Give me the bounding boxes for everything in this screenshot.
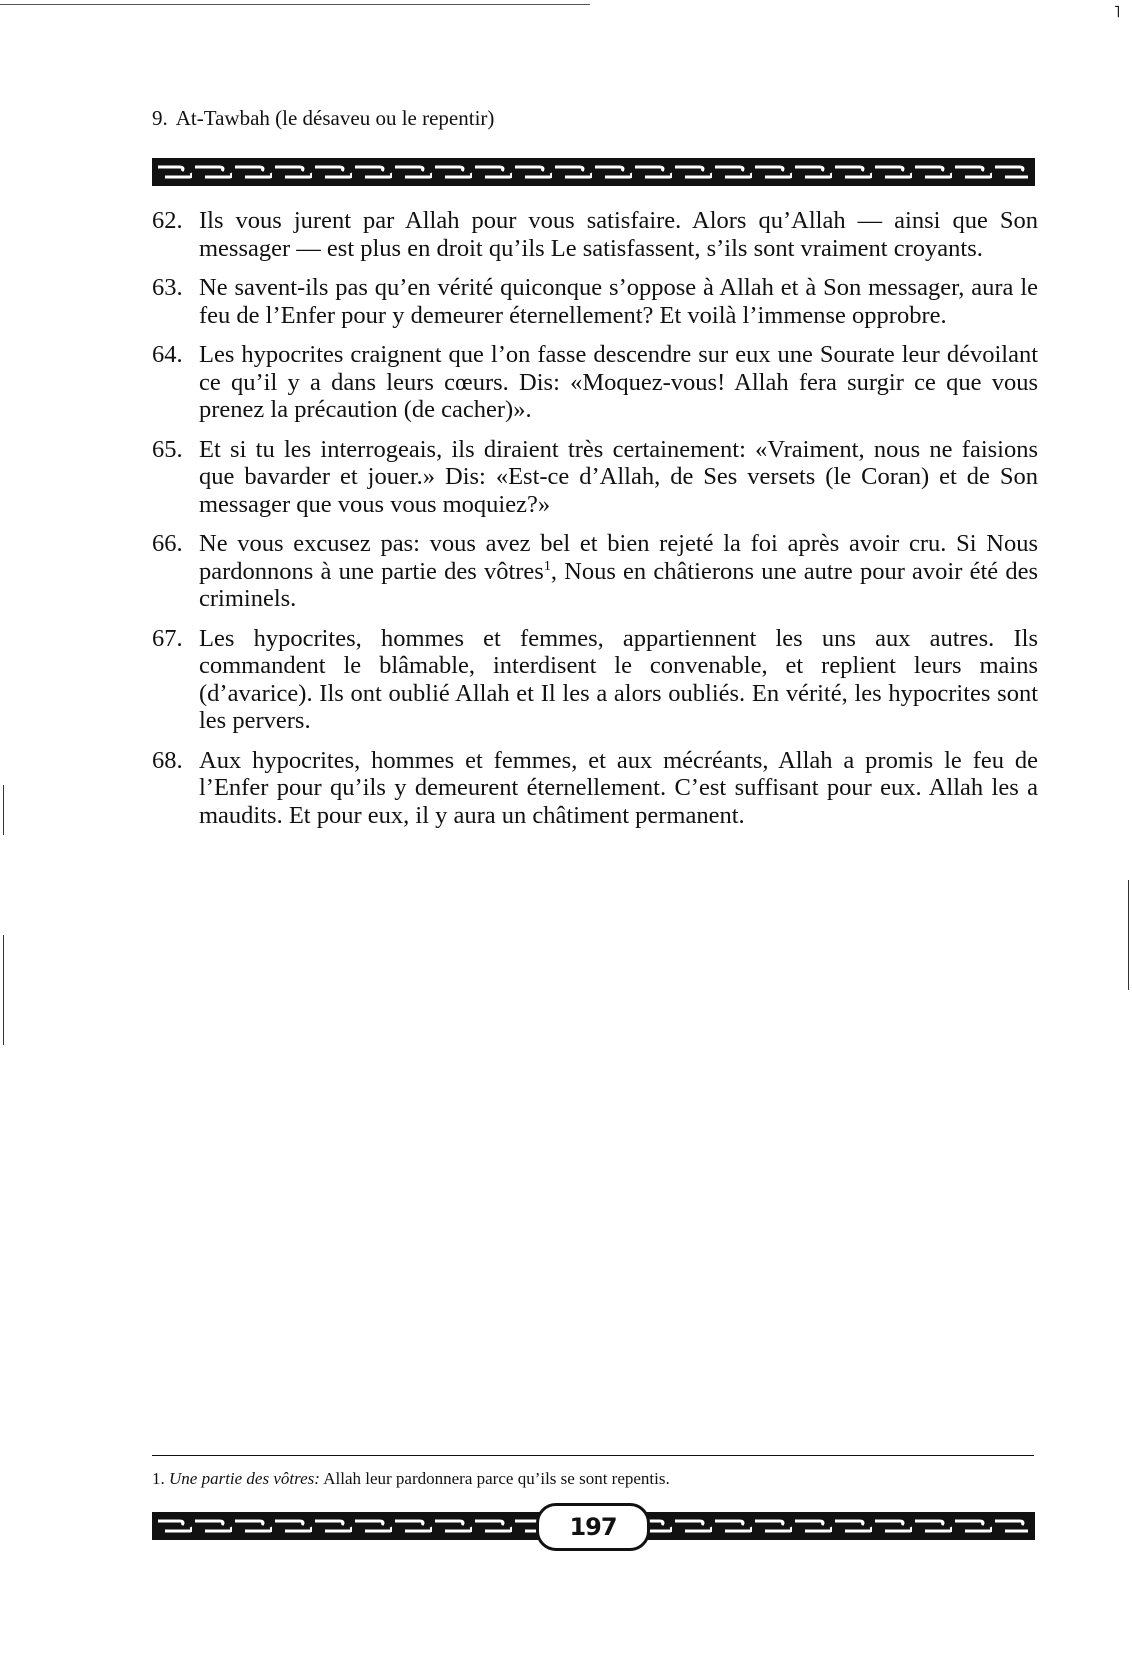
chapter-number: 9. bbox=[152, 106, 168, 130]
scan-edge-left-2 bbox=[3, 935, 4, 1045]
verse-list bbox=[152, 207, 1038, 841]
verse-text: Ne vous excusez pas: vous avez bel et bien rejeté la foi après avoir cru. Si Nous pardonnons à une partie des vôtres bbox=[199, 530, 1038, 585]
verse-number: 65. bbox=[152, 435, 183, 463]
page-number: 197 bbox=[536, 1503, 650, 1551]
verse-62 bbox=[152, 207, 1038, 262]
verse-63 bbox=[152, 274, 1038, 329]
decorative-border-top bbox=[152, 158, 1035, 186]
verse-text: Ne savent-ils pas qu’en vérité quiconque s’oppose à Allah et à Son messager, aura le feu de l’Enfer pour y demeurer éternellement? Et voilà l’immense opprobre. bbox=[199, 274, 1038, 329]
footnote-term: Une partie des vôtres: bbox=[169, 1469, 320, 1488]
verse-64 bbox=[152, 341, 1038, 424]
footnote-text: Allah leur pardonnera parce qu’ils se sont repentis. bbox=[323, 1469, 670, 1488]
verse-number: 62. bbox=[152, 207, 183, 234]
corner-mark: ˥ bbox=[1114, 4, 1121, 21]
verse-text: Aux hypocrites, hommes et femmes, et aux mécréants, Allah a promis le feu de l’Enfer pour qu’ils y demeurent éternellement. C’est suffisant pour eux. Allah les a maudits. Et pour eux, il y aura un châtiment permanent. bbox=[199, 746, 1038, 829]
verse-text-continued: , Nous en châtierons une autre pour avoir été des criminels. bbox=[199, 557, 1038, 612]
verse-number: 63. bbox=[152, 274, 183, 301]
footnote-rule bbox=[152, 1455, 1034, 1456]
footnote-reference: 1 bbox=[543, 558, 551, 574]
footnote bbox=[152, 1469, 1034, 1489]
footnote-number: 1. bbox=[152, 1469, 165, 1488]
verse-text: Les hypocrites craignent que l’on fasse descendre sur eux une Sourate leur dévoilant ce qu’il y a dans leurs cœurs. Dis: «Moquez-vous! Allah fera surgir ce que vous prenez la précaution (de cacher)». bbox=[199, 341, 1038, 423]
verse-66 bbox=[152, 530, 1038, 613]
verse-text: Ils vous jurent par Allah pour vous satisfaire. Alors qu’Allah — ainsi que Son messager — est plus en droit qu’ils Le satisfassent, s’ils sont vraiment croyants. bbox=[199, 207, 1038, 262]
verse-number: 66. bbox=[152, 530, 183, 557]
verse-number: 64. bbox=[152, 341, 183, 368]
top-rule bbox=[0, 4, 590, 5]
scan-edge-left-1 bbox=[3, 785, 4, 835]
verse-67 bbox=[152, 625, 1038, 735]
verse-68 bbox=[152, 747, 1038, 830]
chapter-header bbox=[152, 106, 494, 131]
verse-number: 67. bbox=[152, 624, 183, 652]
scan-edge-right bbox=[1128, 880, 1129, 990]
verse-number: 68. bbox=[152, 746, 183, 774]
verse-text: Et si tu les interrogeais, ils diraient très certainement: «Vraiment, nous ne faisions que bavarder et jouer.» Dis: «Est-ce d’Allah, de Ses versets (le Coran) et de Son messager que vous vous moquiez?» bbox=[199, 435, 1038, 518]
verse-65 bbox=[152, 436, 1038, 519]
chain-ornament bbox=[152, 158, 1035, 186]
chapter-title: At-Tawbah (le désaveu ou le repentir) bbox=[175, 106, 495, 130]
verse-text: Les hypocrites, hommes et femmes, appartiennent les uns aux autres. Ils commandent le blâmable, interdisent le convenable, et replient leurs mains (d’avarice). Ils ont oublié Allah et Il les a alors oubliés. En vérité, les hypocrites sont les pervers. bbox=[199, 624, 1038, 734]
